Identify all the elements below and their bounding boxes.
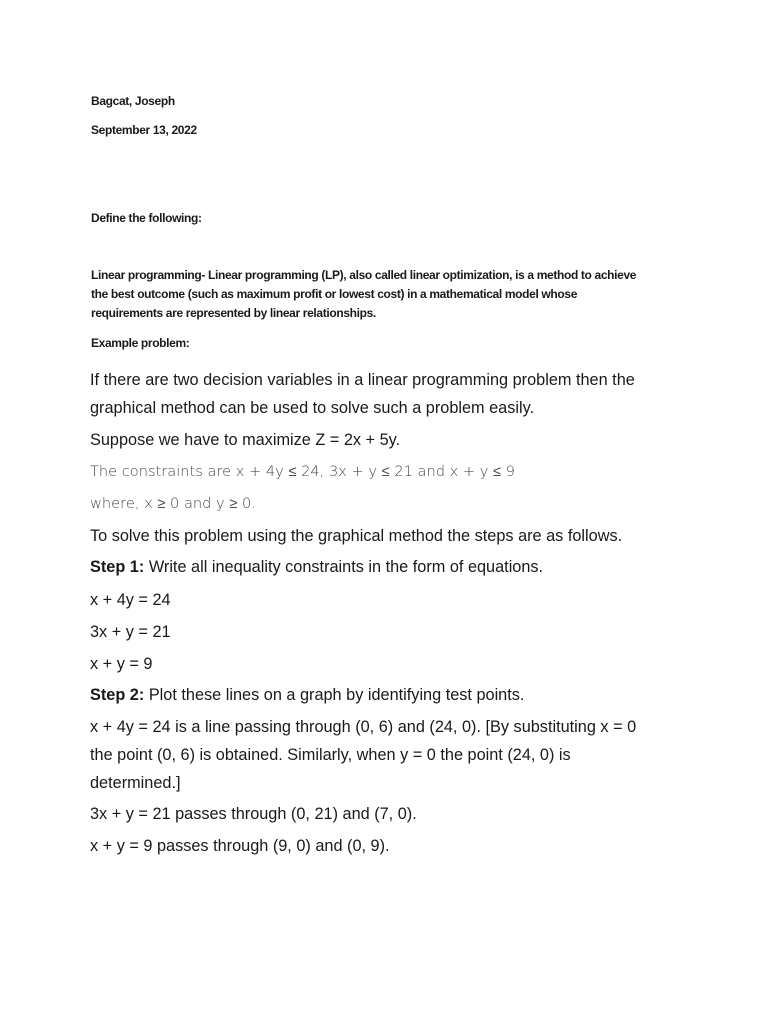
step-1-text: Write all inequality constraints in the form of equations. (144, 558, 544, 576)
nonnegativity-text: where, x ≥ 0 and y ≥ 0. (90, 495, 256, 512)
line-description: x + 4y = 24 is a line passing through (0, 6) and (24, 0). [By substituting x = 0 (90, 718, 637, 736)
example-heading: Example problem: (91, 336, 190, 350)
line-description: determined.] (90, 774, 181, 792)
step-2-text: Plot these lines on a graph by identifying test points. (144, 686, 525, 704)
definition-line: requirements are represented by linear relationships. (91, 306, 376, 320)
author-name: Bagcat, Joseph (91, 94, 175, 108)
constraints-text: The constraints are x + 4y ≤ 24, 3x + y ≤ 21 and x + y ≤ 9 (90, 463, 515, 480)
step-2-label: Step 2: (90, 686, 145, 704)
equation: x + y = 9 (90, 655, 153, 673)
document-date: September 13, 2022 (91, 123, 197, 137)
objective-function: Suppose we have to maximize Z = 2x + 5y. (90, 431, 401, 449)
line-description: 3x + y = 21 passes through (0, 21) and (7, 0). (90, 805, 417, 823)
step-1-label: Step 1: (90, 558, 145, 576)
step-2 (90, 685, 524, 705)
equation: x + 4y = 24 (90, 591, 171, 609)
prompt-heading: Define the following: (91, 211, 202, 225)
body-paragraph: graphical method can be used to solve such a problem easily. (90, 399, 535, 417)
line-description: the point (0, 6) is obtained. Similarly, when y = 0 the point (24, 0) is (90, 746, 571, 764)
line-description: x + y = 9 passes through (9, 0) and (0, 9). (90, 837, 390, 855)
definition-line: Linear programming- Linear programming (LP), also called linear optimization, is a method to achieve (91, 268, 637, 282)
equation: 3x + y = 21 (90, 623, 171, 641)
body-paragraph: If there are two decision variables in a linear programming problem then the (90, 371, 635, 389)
steps-intro: To solve this problem using the graphical method the steps are as follows. (90, 527, 623, 545)
step-1 (90, 557, 543, 577)
definition-line: the best outcome (such as maximum profit or lowest cost) in a mathematical model whose (91, 287, 578, 301)
